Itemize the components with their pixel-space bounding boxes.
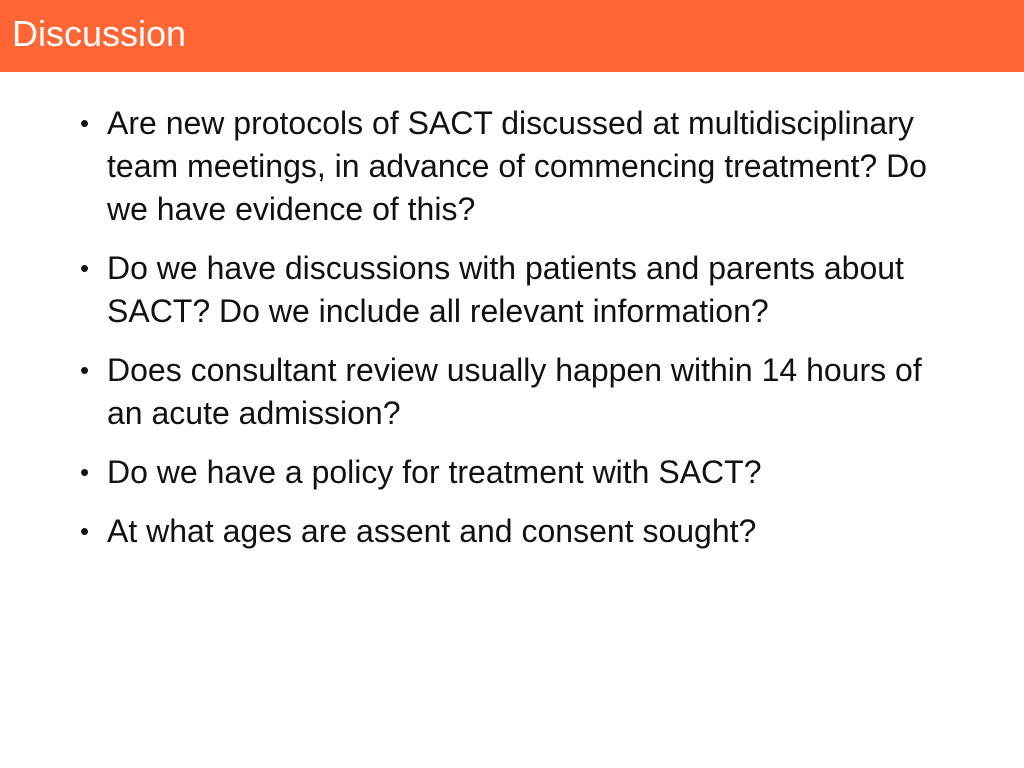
bullet-item-5 (80, 510, 930, 553)
bullet-item-4 (80, 451, 930, 494)
bullet-text-1: Are new protocols of SACT discussed at multidisciplinary team meetings, in advance of commencing treatment? Do we have evidence of this? (107, 105, 927, 227)
bullet-text-2: Do we have discussions with patients and parents about SACT? Do we include all relevant information? (107, 250, 904, 329)
slide-title: Discussion (12, 13, 187, 54)
bullet-text-4: Do we have a policy for treatment with SACT? (107, 454, 762, 490)
bullet-list (80, 102, 930, 569)
bullet-text-5: At what ages are assent and consent sought? (107, 513, 757, 549)
bullet-item-3 (80, 349, 930, 435)
bullet-item-1 (80, 102, 930, 231)
title-bar (0, 0, 1024, 72)
bullet-item-2 (80, 247, 930, 333)
bullet-icon: • (80, 457, 90, 487)
bullet-icon: • (80, 516, 90, 546)
bullet-text-3: Does consultant review usually happen within 14 hours of an acute admission? (107, 352, 922, 431)
bullet-icon: • (80, 355, 90, 385)
bullet-icon: • (80, 253, 90, 283)
bullet-icon: • (80, 108, 90, 138)
